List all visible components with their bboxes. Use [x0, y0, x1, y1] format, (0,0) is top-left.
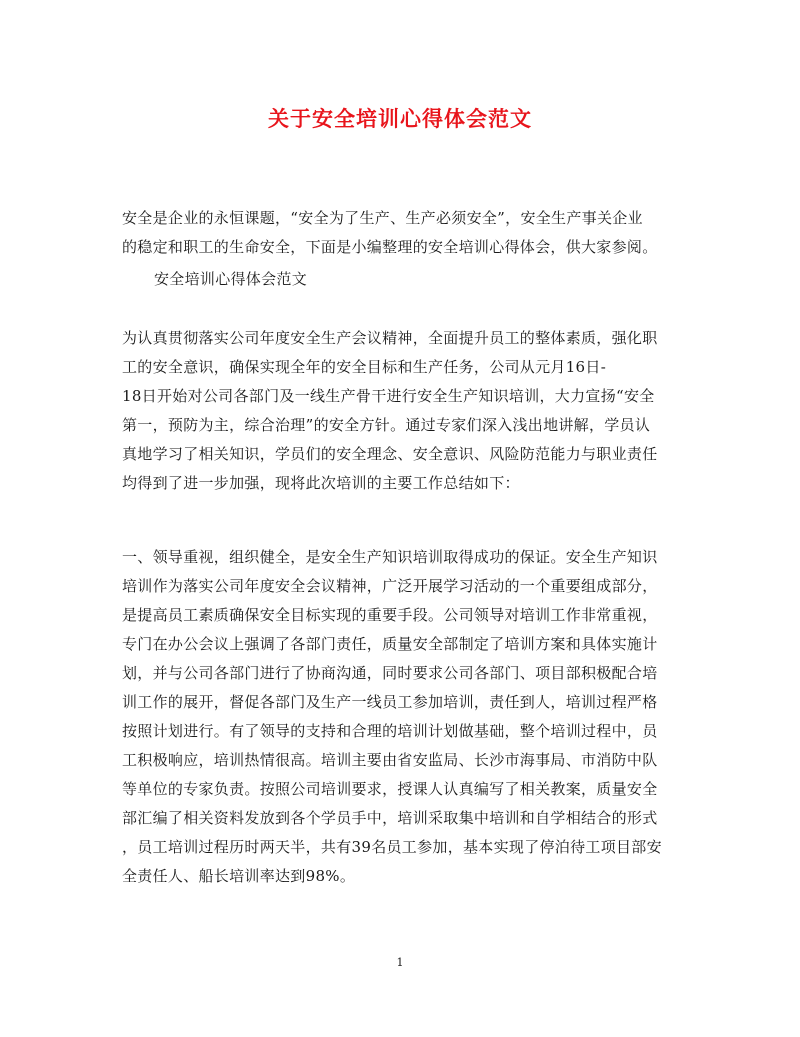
paragraph2-line-10: 部汇编了相关资料发放到各个学员手中，培训采取集中培训和自学相结合的形式 [122, 809, 658, 827]
paragraph1-line-6: 均得到了进一步加强，现将此次培训的主要工作总结如下： [122, 474, 520, 492]
page-number: 1 [396, 956, 404, 969]
paragraph2-line-2: 培训作为落实公司年度安全会议精神，广泛开展学习活动的一个重要组成部分， [122, 577, 658, 595]
intro-line-1: 安全是企业的永恒课题，“安全为了生产、生产必须安全”，安全生产事关企业 [122, 209, 643, 227]
paragraph2-line-6: 训工作的展开，督促各部门及生产一线员工参加培训，责任到人，培训过程严格 [122, 693, 658, 711]
paragraph2-line-8: 工积极响应，培训热情很高。培训主要由省安监局、长沙市海事局、市消防中队 [122, 751, 658, 769]
paragraph1-line-1: 为认真贯彻落实公司年度安全生产会议精神，全面提升员工的整体素质，强化职 [122, 329, 658, 347]
paragraph2-line-9: 等单位的专家负责。按照公司培训要求，授课人认真编写了相关教案，质量安全 [122, 780, 658, 798]
intro-line-2: 的稳定和职工的生命安全，下面是小编整理的安全培训心得体会，供大家参阅。 [122, 238, 658, 256]
paragraph2-line-12: 全责任人、船长培训率达到98%。 [122, 867, 356, 885]
subheading: 安全培训心得体会范文 [154, 270, 308, 288]
paragraph1-line-3: 18日开始对公司各部门及一线生产骨干进行安全生产知识培训，大力宣扬“安全 [122, 387, 655, 405]
paragraph1-line-2: 工的安全意识，确保实现全年的安全目标和生产任务，公司从元月16日- [122, 358, 607, 376]
paragraph1-line-5: 真地学习了相关知识，学员们的安全理念、安全意识、风险防范能力与职业责任 [122, 445, 658, 463]
paragraph2-line-5: 划，并与公司各部门进行了协商沟通，同时要求公司各部门、项目部积极配合培 [122, 664, 658, 682]
paragraph1-line-4: 第一，预防为主，综合治理”的安全方针。通过专家们深入浅出地讲解，学员认 [122, 416, 651, 434]
paragraph2-line-1: 一、领导重视，组织健全，是安全生产知识培训取得成功的保证。安全生产知识 [122, 548, 658, 566]
paragraph2-line-7: 按照计划进行。有了领导的支持和合理的培训计划做基础，整个培训过程中，员 [122, 722, 658, 740]
document-title: 关于安全培训心得体会范文 [268, 106, 532, 131]
paragraph2-line-11: ，员工培训过程历时两天半，共有39名员工参加，基本实现了停泊待工项目部安 [122, 838, 662, 856]
paragraph2-line-3: 是提高员工素质确保安全目标实现的重要手段。公司领导对培训工作非常重视， [122, 606, 658, 624]
paragraph2-line-4: 专门在办公会议上强调了各部门责任，质量安全部制定了培训方案和具体实施计 [122, 635, 658, 653]
